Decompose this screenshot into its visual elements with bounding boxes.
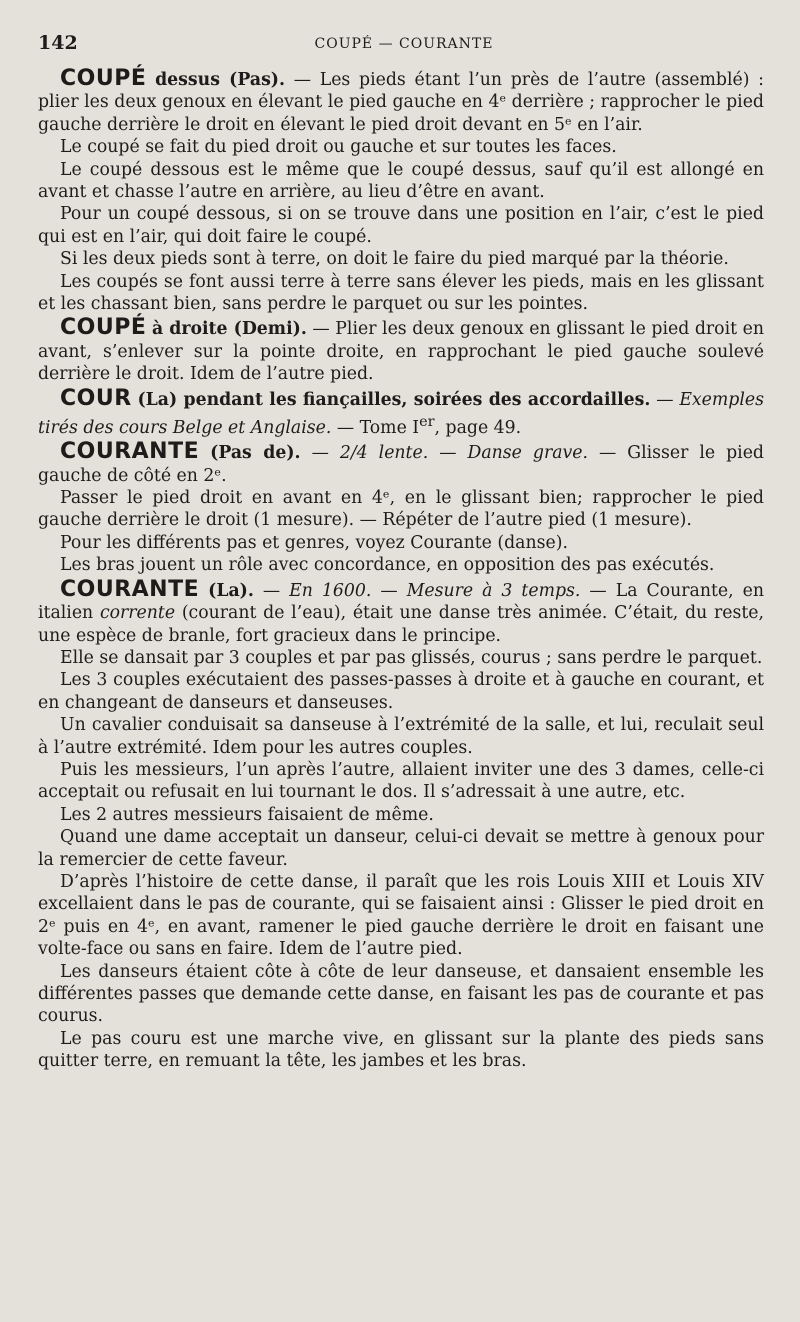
paragraph: Passer le pied droit en avant en 4ᵉ, en le glissant bien; rapprocher le pied gauche derrière le droit (1 mesure). — Répéter de l’autre pied (1 mesure). bbox=[38, 488, 764, 531]
entry-text: — Les pieds étant l’un près de l’autre (assemblé) : plier les deux genoux en élevant le pied gauche en 4ᵉ derrière ; rapprocher le pied gauche derrière le droit en élevant le pied droit devant en 5ᵉ en l’air. bbox=[38, 70, 764, 135]
entry-italic: corrente bbox=[99, 603, 176, 624]
paragraph: Un cavalier conduisait sa danseuse à l’extrémité de la salle, et lui, reculait seul à l’autre extrémité. Idem pour les autres couples. bbox=[38, 715, 764, 758]
page-number: 142 bbox=[38, 32, 78, 54]
entry-subtitle: (La). bbox=[208, 580, 254, 601]
paragraph: Puis les messieurs, l’un après l’autre, allaient inviter une des 3 dames, celle-ci acceptait ou refusait en lui tournant le dos. Il s’adressait à une autre, etc. bbox=[38, 759, 764, 803]
entry-headword: COURANTE bbox=[60, 439, 200, 465]
paragraph: Les coupés se font aussi terre à terre sans élever les pieds, mais en les glissant et les chassant bien, sans perdre le parquet ou sur les pointes. bbox=[38, 271, 764, 315]
entry-subtitle: dessus (Pas). bbox=[155, 70, 285, 90]
entry-text: — bbox=[253, 580, 290, 601]
entry-italic: En 1600. bbox=[289, 580, 372, 601]
paragraph: D’après l’histoire de cette danse, il paraît que les rois Louis XIII et Louis XIV excellaient dans le pas de courante, qui se faisaient ainsi : Glisser le pied droit en 2ᵉ puis en 4ᵉ, en avant, ramener le pied gauche derrière le droit en faisant une volte-face ou sans en faire. Idem de l’autre pied. bbox=[38, 871, 764, 960]
page-header bbox=[38, 32, 770, 58]
entry-text: (courant de l’eau), était une danse très animée. C’était, du reste, une espèce de branle, fort gracieux dans le principe. bbox=[38, 603, 764, 646]
entry-text: — bbox=[371, 580, 407, 601]
entry-text: — bbox=[650, 389, 680, 410]
entry-text: — La Courante, en italien bbox=[38, 580, 764, 624]
paragraph: Le coupé dessous est le même que le coupé dessus, sauf qu’il est allongé en avant et chasse l’autre en arrière, au lieu d’être en avant. bbox=[38, 159, 764, 203]
entry-text: — bbox=[300, 443, 340, 464]
entry-coupe-dessus bbox=[38, 68, 764, 136]
entry-coupe-droite bbox=[38, 317, 764, 385]
paragraph: Pour les différents pas et genres, voyez Courante (danse). bbox=[60, 532, 568, 553]
entry-courante-la bbox=[38, 576, 764, 647]
paragraph: Les bras jouent un rôle avec concordance, en opposition des pas exécutés. bbox=[60, 555, 715, 576]
entry-italic: Exemples tirés des cours Belge et Anglaise. bbox=[38, 389, 764, 438]
paragraph: Les 3 couples exécutaient des passes-passes à droite et à gauche en courant, et en changeant de danseurs et danseuses. bbox=[38, 670, 764, 713]
paragraph: Si les deux pieds sont à terre, on doit le faire du pied marqué par la théorie. bbox=[60, 249, 729, 270]
paragraph: Quand une dame acceptait un danseur, celui-ci devait se mettre à genoux pour la remercier de cette faveur. bbox=[38, 827, 764, 870]
entry-text: — bbox=[428, 443, 468, 464]
entry-headword: COUPÉ bbox=[60, 66, 147, 91]
paragraph: Le pas couru est une marche vive, en glissant sur la plante des pieds sans quitter terre, en remuant la tête, les jambes et les bras. bbox=[38, 1028, 764, 1072]
entry-italic: Danse grave. bbox=[467, 443, 588, 464]
paragraph: Les 2 autres messieurs faisaient de même. bbox=[60, 804, 434, 825]
superscript: er bbox=[419, 414, 435, 431]
entry-courante-pas bbox=[38, 441, 764, 487]
paragraph: Le coupé se fait du pied droit ou gauche et sur toutes les faces. bbox=[60, 137, 617, 158]
paragraph: Pour un coupé dessous, si on se trouve dans une position en l’air, c’est le pied qui est en l’air, qui doit faire le coupé. bbox=[38, 204, 764, 247]
entry-subtitle: (Pas de). bbox=[210, 443, 301, 464]
entry-text: , page 49. bbox=[434, 417, 522, 438]
paragraph: Elle se dansait par 3 couples et par pas glissés, courus ; sans perdre le parquet. bbox=[60, 647, 763, 668]
entry-text: — Tome I bbox=[331, 417, 420, 438]
entry-text: — Plier les deux genoux en glissant le pied droit en avant, s’enlever sur la pointe droite, en rapprochant le pied gauche soulevé derrière le droit. Idem de l’autre pied. bbox=[38, 319, 765, 385]
entry-italic: 2/4 lente. bbox=[339, 443, 429, 464]
entry-italic: Mesure à 3 temps. bbox=[406, 580, 581, 601]
entry-headword: COUPÉ bbox=[60, 315, 147, 341]
entry-headword: COUR bbox=[60, 385, 132, 411]
paragraph: Les danseurs étaient côte à côte de leur danseuse, et dansaient ensemble les différentes passes que demande cette danse, en faisant les pas de courante et pas courus. bbox=[38, 961, 764, 1027]
entry-text: — Glisser le pied gauche de côté en 2ᵉ. bbox=[38, 443, 764, 486]
page-body bbox=[38, 66, 764, 1073]
entry-subtitle: (La) pendant les fiançailles, soirées des accordailles. bbox=[137, 389, 651, 410]
entry-subtitle: à droite (Demi). bbox=[151, 319, 307, 340]
entry-headword: COURANTE bbox=[60, 576, 200, 602]
running-head: COUPÉ — COURANTE bbox=[314, 36, 494, 52]
entry-cour bbox=[38, 385, 764, 440]
